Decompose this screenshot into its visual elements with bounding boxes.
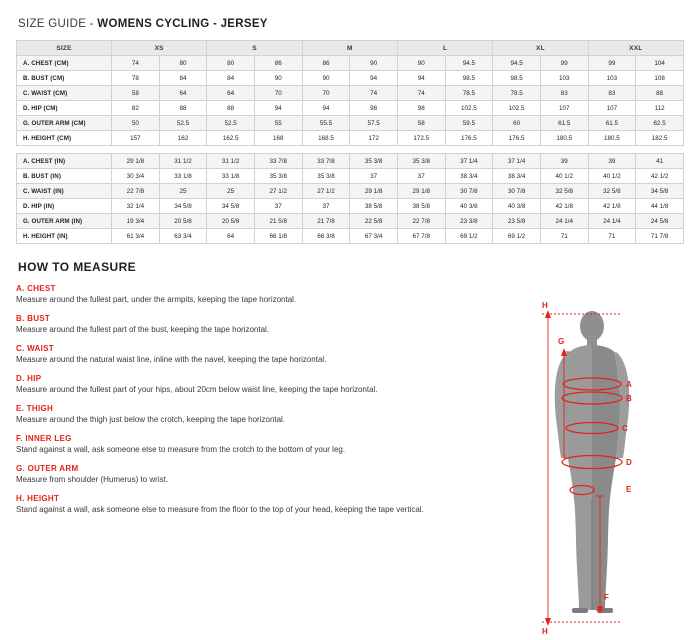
cell: 176.5 bbox=[445, 131, 493, 146]
page-title-prefix: SIZE GUIDE - bbox=[18, 18, 98, 30]
cell: 38 3/4 bbox=[445, 169, 493, 184]
cell: 98 bbox=[350, 101, 398, 116]
cell: 88 bbox=[159, 101, 207, 116]
marker-g: G bbox=[558, 337, 565, 346]
size-group-xs: XS bbox=[112, 41, 207, 56]
measure-item-title: E. THIGH bbox=[16, 404, 54, 413]
cell: 80 bbox=[207, 56, 255, 71]
cell: 86 bbox=[302, 56, 350, 71]
table-row bbox=[17, 71, 684, 86]
cell: 182.5 bbox=[636, 131, 684, 146]
table-row bbox=[17, 56, 684, 71]
measure-item-desc: Measure around the natural waist line, inline with the navel, keeping the tape horizontal. bbox=[16, 355, 327, 364]
row-label: G. OUTER ARM (CM) bbox=[17, 116, 112, 131]
cell: 55.5 bbox=[302, 116, 350, 131]
how-to-measure-heading: HOW TO MEASURE bbox=[18, 260, 137, 274]
size-chart-header-row bbox=[17, 41, 684, 56]
cell: 41 bbox=[636, 154, 684, 169]
cell: 90 bbox=[350, 56, 398, 71]
cell: 39 bbox=[588, 154, 636, 169]
table-row bbox=[17, 214, 684, 229]
cell: 37 1/4 bbox=[445, 154, 493, 169]
cell: 25 bbox=[207, 184, 255, 199]
cell: 33 7/8 bbox=[254, 154, 302, 169]
measure-item-inner-leg bbox=[16, 434, 536, 455]
cell: 71 bbox=[588, 229, 636, 244]
table-row bbox=[17, 184, 684, 199]
cell: 42 1/8 bbox=[540, 199, 588, 214]
cell: 98.5 bbox=[493, 71, 541, 86]
cell: 22 5/8 bbox=[350, 214, 398, 229]
marker-e: E bbox=[626, 485, 632, 494]
table-spacer-cell bbox=[17, 146, 684, 154]
cell: 88 bbox=[207, 101, 255, 116]
size-chart-header bbox=[17, 41, 684, 56]
cell: 22 7/8 bbox=[112, 184, 160, 199]
row-label: A. CHEST (IN) bbox=[17, 154, 112, 169]
cell: 74 bbox=[350, 86, 398, 101]
row-label: C. WAIST (CM) bbox=[17, 86, 112, 101]
cell: 33 1/8 bbox=[159, 169, 207, 184]
cell: 102.5 bbox=[493, 101, 541, 116]
cell: 62.5 bbox=[636, 116, 684, 131]
cell: 67 3/4 bbox=[350, 229, 398, 244]
cell: 52.5 bbox=[207, 116, 255, 131]
table-row bbox=[17, 101, 684, 116]
cell: 78.5 bbox=[493, 86, 541, 101]
cell: 35 3/8 bbox=[397, 154, 445, 169]
cell: 21 7/8 bbox=[302, 214, 350, 229]
cell: 71 7/8 bbox=[636, 229, 684, 244]
cell: 78 bbox=[112, 71, 160, 86]
cell: 172.5 bbox=[397, 131, 445, 146]
cell: 30 3/4 bbox=[112, 169, 160, 184]
cell: 108 bbox=[636, 71, 684, 86]
cell: 61.5 bbox=[588, 116, 636, 131]
cell: 57.5 bbox=[350, 116, 398, 131]
cell: 38 5/8 bbox=[350, 199, 398, 214]
cell: 88 bbox=[636, 86, 684, 101]
size-group-l: L bbox=[397, 41, 492, 56]
cell: 40 3/8 bbox=[493, 199, 541, 214]
marker-a: A bbox=[626, 380, 632, 389]
measurement-figure bbox=[508, 300, 698, 635]
cell: 172 bbox=[350, 131, 398, 146]
row-label: C. WAIST (IN) bbox=[17, 184, 112, 199]
cell: 29 1/8 bbox=[350, 184, 398, 199]
measure-item-title: A. CHEST bbox=[16, 284, 56, 293]
cell: 58 bbox=[397, 116, 445, 131]
cell: 37 bbox=[254, 199, 302, 214]
cell: 20 5/8 bbox=[159, 214, 207, 229]
table-spacer-row bbox=[17, 146, 684, 154]
cell: 112 bbox=[636, 101, 684, 116]
cell: 162.5 bbox=[207, 131, 255, 146]
cell: 37 bbox=[302, 199, 350, 214]
cell: 98 bbox=[397, 101, 445, 116]
cell: 69 1/2 bbox=[493, 229, 541, 244]
cell: 94 bbox=[302, 101, 350, 116]
cell: 44 1/8 bbox=[636, 199, 684, 214]
cell: 74 bbox=[397, 86, 445, 101]
cell: 176.5 bbox=[493, 131, 541, 146]
cell: 98.5 bbox=[445, 71, 493, 86]
cell: 70 bbox=[302, 86, 350, 101]
row-label: A. CHEST (CM) bbox=[17, 56, 112, 71]
cell: 20 5/8 bbox=[207, 214, 255, 229]
measure-item-outer-arm bbox=[16, 464, 536, 485]
row-label: D. HIP (CM) bbox=[17, 101, 112, 116]
cell: 94.5 bbox=[493, 56, 541, 71]
cell: 84 bbox=[159, 71, 207, 86]
marker-h-bottom: H bbox=[542, 627, 548, 635]
cell: 104 bbox=[636, 56, 684, 71]
table-row bbox=[17, 229, 684, 244]
cell: 61 3/4 bbox=[112, 229, 160, 244]
size-group-xxl: XXL bbox=[588, 41, 683, 56]
row-label: D. HIP (IN) bbox=[17, 199, 112, 214]
cell: 67 7/8 bbox=[397, 229, 445, 244]
cell: 22 7/8 bbox=[397, 214, 445, 229]
measure-item-title: F. INNER LEG bbox=[16, 434, 72, 443]
table-row bbox=[17, 131, 684, 146]
cell: 69 1/2 bbox=[445, 229, 493, 244]
cell: 66 1/8 bbox=[254, 229, 302, 244]
cell: 60 bbox=[493, 116, 541, 131]
row-label: B. BUST (CM) bbox=[17, 71, 112, 86]
cell: 94 bbox=[254, 101, 302, 116]
cell: 102.5 bbox=[445, 101, 493, 116]
female-body-silhouette bbox=[555, 311, 630, 613]
measure-item-title: C. WAIST bbox=[16, 344, 54, 353]
marker-c: C bbox=[622, 424, 628, 433]
cell: 33 1/8 bbox=[207, 169, 255, 184]
measure-item-desc: Stand against a wall, ask someone else to measure from the floor to the top of your head, keeping the tape vertical. bbox=[16, 505, 424, 514]
cell: 107 bbox=[588, 101, 636, 116]
cell: 23 5/8 bbox=[493, 214, 541, 229]
table-row bbox=[17, 86, 684, 101]
cell: 168.5 bbox=[302, 131, 350, 146]
cell: 71 bbox=[540, 229, 588, 244]
measure-item-bust bbox=[16, 314, 536, 335]
cell: 66 3/8 bbox=[302, 229, 350, 244]
cell: 35 3/8 bbox=[350, 154, 398, 169]
row-label: H. HEIGHT (CM) bbox=[17, 131, 112, 146]
cell: 180.5 bbox=[540, 131, 588, 146]
cell: 157 bbox=[112, 131, 160, 146]
measure-item-title: B. BUST bbox=[16, 314, 51, 323]
cell: 80 bbox=[159, 56, 207, 71]
cell: 24 5/8 bbox=[636, 214, 684, 229]
cell: 31 1/2 bbox=[207, 154, 255, 169]
table-row bbox=[17, 154, 684, 169]
cell: 37 bbox=[397, 169, 445, 184]
cell: 83 bbox=[588, 86, 636, 101]
cell: 64 bbox=[159, 86, 207, 101]
measure-item-desc: Measure around the thigh just below the crotch, keeping the tape horizontal. bbox=[16, 415, 286, 424]
cell: 64 bbox=[207, 229, 255, 244]
cell: 84 bbox=[207, 71, 255, 86]
cell: 40 1/2 bbox=[540, 169, 588, 184]
cell: 40 3/8 bbox=[445, 199, 493, 214]
table-row bbox=[17, 199, 684, 214]
cell: 61.5 bbox=[540, 116, 588, 131]
cell: 59.5 bbox=[445, 116, 493, 131]
row-label: G. OUTER ARM (IN) bbox=[17, 214, 112, 229]
cell: 33 7/8 bbox=[302, 154, 350, 169]
measure-item-waist bbox=[16, 344, 536, 365]
cell: 37 bbox=[350, 169, 398, 184]
cell: 39 bbox=[540, 154, 588, 169]
cell: 180.5 bbox=[588, 131, 636, 146]
marker-d: D bbox=[626, 458, 632, 467]
cell: 34 5/8 bbox=[636, 184, 684, 199]
cell: 35 3/8 bbox=[302, 169, 350, 184]
cell: 90 bbox=[302, 71, 350, 86]
cell: 70 bbox=[254, 86, 302, 101]
measure-item-chest bbox=[16, 284, 536, 305]
measure-item-title: G. OUTER ARM bbox=[16, 464, 79, 473]
size-group-s: S bbox=[207, 41, 302, 56]
cell: 24 1/4 bbox=[540, 214, 588, 229]
cell: 52.5 bbox=[159, 116, 207, 131]
size-header-cell: SIZE bbox=[17, 41, 112, 56]
cell: 27 1/2 bbox=[302, 184, 350, 199]
cell: 30 7/8 bbox=[493, 184, 541, 199]
cell: 78.5 bbox=[445, 86, 493, 101]
cell: 99 bbox=[588, 56, 636, 71]
cell: 63 3/4 bbox=[159, 229, 207, 244]
size-chart-table bbox=[16, 40, 684, 244]
cell: 83 bbox=[540, 86, 588, 101]
cell: 29 1/8 bbox=[112, 154, 160, 169]
cell: 94 bbox=[397, 71, 445, 86]
cell: 23 3/8 bbox=[445, 214, 493, 229]
cell: 32 1/4 bbox=[112, 199, 160, 214]
cell: 30 7/8 bbox=[445, 184, 493, 199]
cell: 42 1/2 bbox=[636, 169, 684, 184]
measure-item-desc: Stand against a wall, ask someone else to measure from the crotch to the bottom of your leg. bbox=[16, 445, 346, 454]
row-label: B. BUST (IN) bbox=[17, 169, 112, 184]
cell: 38 5/8 bbox=[397, 199, 445, 214]
cell: 82 bbox=[112, 101, 160, 116]
marker-f: F bbox=[604, 593, 609, 602]
cell: 107 bbox=[540, 101, 588, 116]
cell: 40 1/2 bbox=[588, 169, 636, 184]
table-row bbox=[17, 116, 684, 131]
cell: 74 bbox=[112, 56, 160, 71]
size-group-xl: XL bbox=[493, 41, 588, 56]
cell: 27 1/2 bbox=[254, 184, 302, 199]
measure-item-desc: Measure around the fullest part of the bust, keeping the tape horizontal. bbox=[16, 325, 270, 334]
marker-b: B bbox=[626, 394, 632, 403]
cell: 32 5/8 bbox=[540, 184, 588, 199]
row-label: H. HEIGHT (IN) bbox=[17, 229, 112, 244]
cell: 25 bbox=[159, 184, 207, 199]
cell: 90 bbox=[397, 56, 445, 71]
cell: 32 5/8 bbox=[588, 184, 636, 199]
measure-item-desc: Measure from shoulder (Humerus) to wrist. bbox=[16, 475, 169, 484]
cell: 86 bbox=[254, 56, 302, 71]
cell: 24 1/4 bbox=[588, 214, 636, 229]
cell: 162 bbox=[159, 131, 207, 146]
cell: 94 bbox=[350, 71, 398, 86]
cell: 19 3/4 bbox=[112, 214, 160, 229]
cell: 29 1/8 bbox=[397, 184, 445, 199]
cell: 94.5 bbox=[445, 56, 493, 71]
cell: 50 bbox=[112, 116, 160, 131]
cell: 58 bbox=[112, 86, 160, 101]
cell: 21 5/8 bbox=[254, 214, 302, 229]
cell: 34 5/8 bbox=[207, 199, 255, 214]
page-title-product: WOMENS CYCLING - JERSEY bbox=[97, 18, 268, 30]
cell: 55 bbox=[254, 116, 302, 131]
cell: 99 bbox=[540, 56, 588, 71]
measure-item-height bbox=[16, 494, 536, 515]
cell: 34 5/8 bbox=[159, 199, 207, 214]
marker-h-top: H bbox=[542, 301, 548, 310]
cell: 38 3/4 bbox=[493, 169, 541, 184]
measure-item-title: H. HEIGHT bbox=[16, 494, 60, 503]
measure-item-thigh bbox=[16, 404, 536, 425]
cell: 168 bbox=[254, 131, 302, 146]
page-title bbox=[18, 18, 684, 30]
cell: 42 1/8 bbox=[588, 199, 636, 214]
table-row bbox=[17, 169, 684, 184]
measure-item-title: D. HIP bbox=[16, 374, 42, 383]
measure-item-hip bbox=[16, 374, 536, 395]
size-chart-body bbox=[17, 56, 684, 244]
size-group-m: M bbox=[302, 41, 397, 56]
cell: 37 1/4 bbox=[493, 154, 541, 169]
measure-item-desc: Measure around the fullest part, under the armpits, keeping the tape horizontal. bbox=[16, 295, 297, 304]
measure-item-desc: Measure around the fullest part of your hips, about 20cm below waist line, keeping the tape horizontal. bbox=[16, 385, 378, 394]
how-to-measure-list bbox=[16, 284, 536, 515]
cell: 64 bbox=[207, 86, 255, 101]
cell: 103 bbox=[540, 71, 588, 86]
cell: 31 1/2 bbox=[159, 154, 207, 169]
cell: 35 3/8 bbox=[254, 169, 302, 184]
cell: 103 bbox=[588, 71, 636, 86]
cell: 90 bbox=[254, 71, 302, 86]
